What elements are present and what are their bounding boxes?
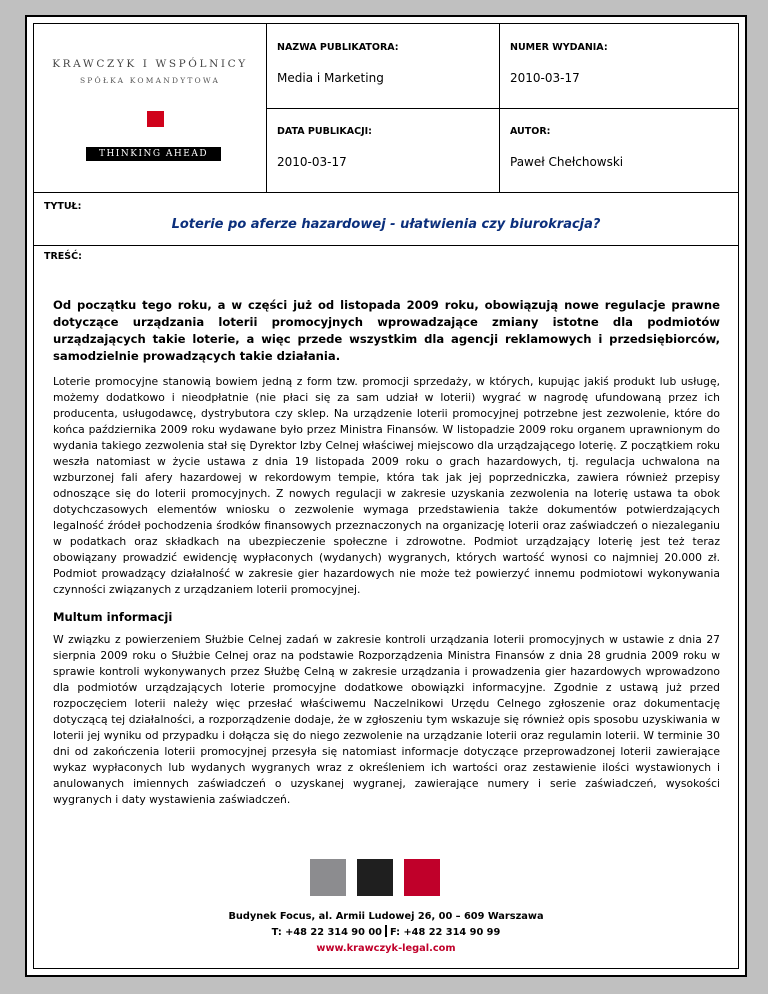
document-page <box>25 15 747 977</box>
publication-date-value: 2010-03-17 <box>277 155 347 169</box>
lead-paragraph: Od początku tego roku, a w części już od listopada 2009 roku, obowiązują nowe regulacje prawne dotyczące urządzania loterii promocyjnych wprowadzające zmiany istotne dla podmiotów urządzających takie loterie, a więc przede wszystkim dla agencji reklamowych i przedsiębiorców, samodzielnie prowadzących takie działania. <box>53 298 720 363</box>
title-label: TYTUŁ: <box>44 201 82 212</box>
red-square-icon <box>404 859 440 896</box>
footer-address-block <box>34 909 738 957</box>
publisher-cell <box>267 24 500 108</box>
logo-red-square-icon <box>147 111 164 127</box>
body-paragraph: Loterie promocyjne stanowią bowiem jedną z form tzw. promocji sprzedaży, w których, kupując jakiś produkt lub usługę, możemy dodatkowo i nieodpłatnie (nie płaci się za sam udział w loterii) wygrać w nagrodę ufundowaną przez ich producenta, usługodawcę, dystrybutora czy sklep. Na urządzenie loterii promocyjnej potrzebne jest zezwolenie, które do końca października 2009 roku wydawane było przez Ministra Finansów. W listopadzie 2009 roku organem uprawnionym do wydania takiego zezwolenia stał się Dyrektor Izby Celnej właściwej miejscowo dla urządzającego loterię. Z początkiem roku weszła natomiast w życie ustawa z dnia 19 listopada 2009 roku o grach hazardowych, tj. regulacja uchwalona na wzburzonej fali afery hazardowej w rekordowym tempie, która tak jak jej poprzedniczka, zawiera również przepisy odnoszące się do loterii promocyjnych. Z nowych regulacji w zakresie uzyskania zezwolenia na loterię ustawa ta obok dotychczasowych elementów wniosku o zezwolenie wymaga przedstawienia także dokumentów potwierdzających legalność źródeł pochodzenia środków finansowych przeznaczonych na organizację loterii oraz zaświadczeń o niezaleganiu w podatkach oraz składkach na ubezpieczenie społeczne i zdrowotne. Podmiot urządzający loterię jest też teraz obowiązany prowadzić ewidencję wypłaconych (wydanych) wygranych, których wartość wynosi co najmniej 20.000 zł. Podmiot prowadzący działalność w zakresie gier hazardowych nie może też powierzyć innemu podmiotowi wykonywania czynności związanych z urządzaniem loterii promocyjnej. <box>53 374 720 596</box>
publisher-value: Media i Marketing <box>277 71 384 85</box>
black-square-icon <box>357 859 393 896</box>
publisher-label: NAZWA PUBLIKATORA: <box>277 42 399 53</box>
publication-date-cell <box>267 108 500 192</box>
metadata-row <box>267 108 738 192</box>
article-body <box>53 297 720 816</box>
issue-cell <box>500 24 738 108</box>
address-line: Budynek Focus, al. Armii Ludowej 26, 00 – 609 Warszawa <box>228 911 544 922</box>
grey-square-icon <box>310 859 346 896</box>
separator <box>385 925 387 937</box>
author-label: AUTOR: <box>510 126 551 137</box>
firm-name: KRAWCZYK I WSPÓLNICY <box>52 58 248 70</box>
document-frame <box>33 23 739 969</box>
author-cell <box>500 108 738 192</box>
fax-number: F: +48 22 314 90 99 <box>389 927 501 938</box>
logo-cell <box>34 24 267 192</box>
tagline: THINKING AHEAD <box>86 147 221 161</box>
title-row <box>34 192 738 246</box>
author-value: Paweł Chełchowski <box>510 155 624 169</box>
body-paragraph: W związku z powierzeniem Służbie Celnej zadań w zakresie kontroli urządzania loterii promocyjnych w ustawie z dnia 27 sierpnia 2009 roku o Służbie Celnej oraz na podstawie Rozporządzenia Ministra Finansów z dnia 28 grudnia 2009 roku w sprawie kontroli wykonywanych przez Służbę Celną w zakresie urządzania i prowadzenia gier hazardowych wprowadzono dla podmiotów urządzających loterie promocyjne dodatkowe obowiązki informacyjne. Zgodnie z ustawą już przed rozpoczęciem loterii należy więc przesłać właściwemu Naczelnikowi Urzędu Celnego zgłoszenie oraz dokumentację dotyczącą tej działalności, a rozporządzenie dodaje, że w zgłoszeniu tym wskazuje się również opis sposobu uzyskiwania w loterii jej wyniku od przypadku i dołącza się do niego zezwolenie na urządzanie loterii oraz regulamin loterii. W terminie 30 dni od zakończenia loterii promocyjnej przesyła się natomiast informacje dotyczące przeprowadzonej loterii zawierające wykaz wypłaconych lub wydanych wygranych wraz z określeniem ich wartości oraz zestawienie ilości wystawionych i anulowanych imiennych zaświadczeń o uzyskanej wygranej, zawierające numery i serie zaświadczeń, wysokości wygranych i daty wystawienia zaświadczeń. <box>53 632 720 806</box>
metadata-row <box>267 24 738 109</box>
article-title: Loterie po aferze hazardowej - ułatwienia czy biurokracja? <box>171 217 601 232</box>
section-heading: Multum informacji <box>53 609 173 624</box>
footer-squares <box>310 859 470 896</box>
content-label: TREŚĆ: <box>44 251 82 262</box>
phone-number: T: +48 22 314 90 00 <box>271 927 382 938</box>
content-section <box>34 245 738 968</box>
header-table <box>34 24 738 192</box>
firm-subtitle: SPÓŁKA KOMANDYTOWA <box>79 76 221 85</box>
issue-label: NUMER WYDANIA: <box>510 42 608 53</box>
issue-value: 2010-03-17 <box>510 71 580 85</box>
contact-line <box>34 925 738 941</box>
metadata-grid <box>267 24 738 192</box>
publication-date-label: DATA PUBLIKACJI: <box>277 126 372 137</box>
website-link[interactable]: www.krawczyk-legal.com <box>316 943 456 954</box>
